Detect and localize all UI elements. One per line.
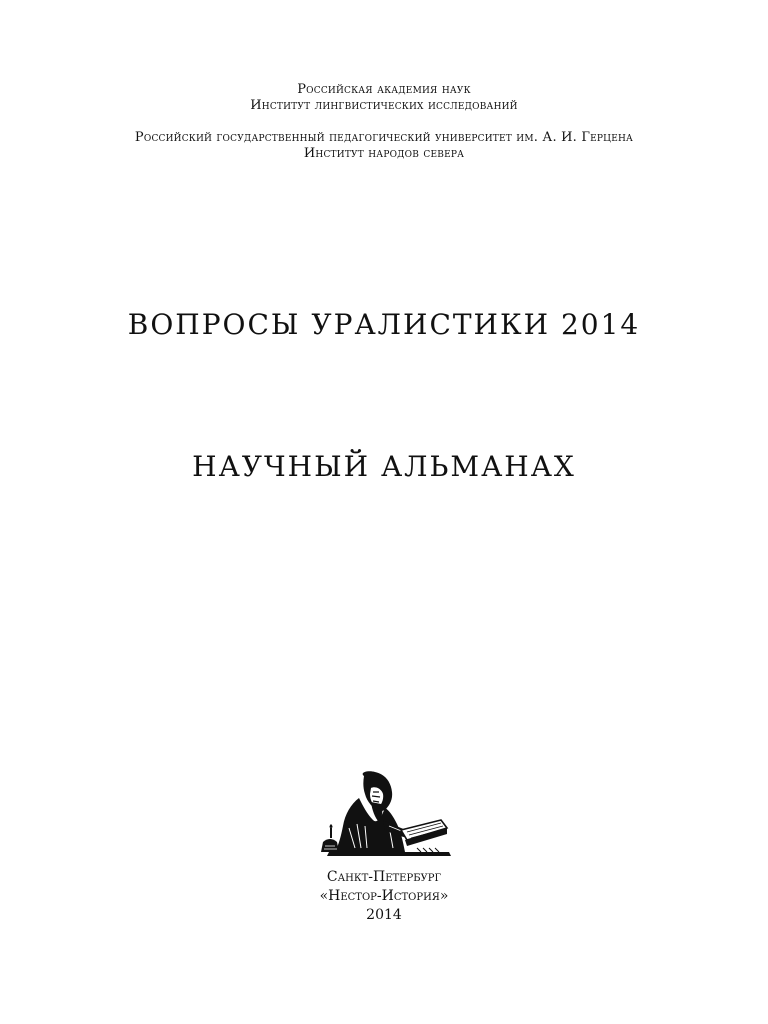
book-subtitle: НАУЧНЫЙ АЛЬМАНАХ — [192, 450, 576, 483]
publisher-name: «Нестор-История» — [319, 888, 449, 904]
institute-north-name: Институт народов севера — [303, 146, 465, 161]
book-title: ВОПРОСЫ УРАЛИСТИКИ 2014 — [127, 308, 641, 341]
academy-block — [0, 82, 768, 114]
publisher-city: Санкт-Петербург — [326, 869, 442, 885]
university-block — [0, 130, 768, 162]
academy-name: Российская академия наук — [297, 82, 471, 97]
nestor-chronicler-icon — [309, 768, 454, 864]
publication-year: 2014 — [366, 907, 402, 923]
institute-name: Институт лингвистических исследований — [250, 98, 518, 113]
imprint — [0, 868, 768, 925]
university-name: Российский государственный педагогический университет им. А. И. Герцена — [134, 130, 634, 145]
